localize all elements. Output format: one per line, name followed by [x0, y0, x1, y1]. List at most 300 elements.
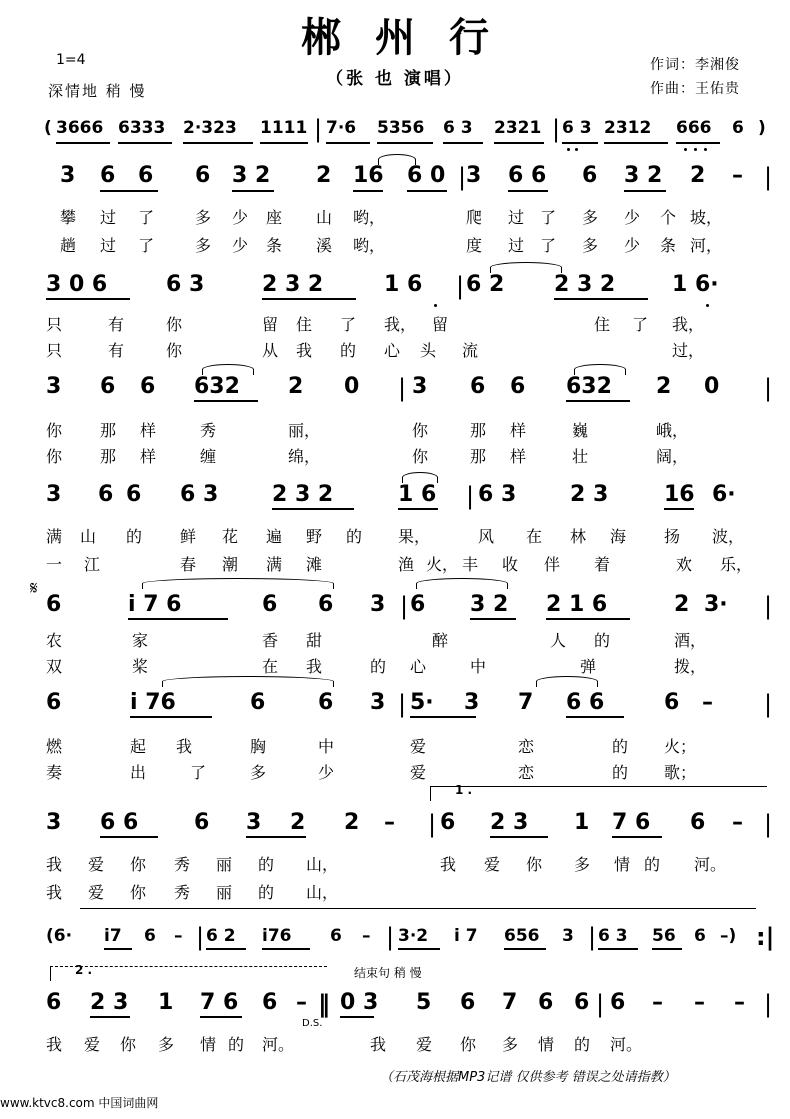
score-note: 16: [353, 163, 384, 188]
lyric-char: 河，: [690, 236, 723, 255]
score-note: 3666: [56, 118, 104, 138]
lyric-char: 的: [258, 883, 275, 902]
lyric-char: 条: [660, 236, 677, 255]
lyric-char: 样: [140, 421, 157, 440]
score-note: 6 6: [566, 690, 605, 715]
score-note: 6: [126, 482, 142, 507]
ending-note: 结束句 稍 慢: [354, 966, 422, 980]
second-ending-bracket: [50, 963, 327, 981]
lyric-char: 丽: [216, 855, 233, 874]
lyric-char: 攀: [60, 208, 77, 227]
lyric-char: 风: [478, 527, 495, 546]
lyric-char: 丽: [216, 883, 233, 902]
barline: |: [764, 374, 773, 402]
lyric-char: 过: [508, 208, 525, 227]
score-note: (: [44, 118, 52, 138]
score-note: 6: [46, 592, 62, 617]
lyric-char: 海: [610, 527, 627, 546]
score-note: 3: [370, 592, 386, 617]
score-note: –: [296, 990, 307, 1015]
barline: |: [428, 810, 437, 838]
site-credit: www.ktvc8.com 中国词曲网: [0, 1096, 159, 1110]
score-note: i76: [262, 926, 292, 946]
lyrics-row-2b: [0, 338, 790, 360]
lyrics-row-7a: [0, 852, 790, 874]
lyric-char: 乐，: [720, 555, 753, 574]
lyric-char: 农: [46, 631, 63, 650]
lyric-char: 了: [632, 315, 649, 334]
score-note: (6·: [46, 926, 73, 946]
lyric-char: 遍: [266, 527, 283, 546]
lyric-char: 欢: [676, 555, 693, 574]
lyric-char: 你: [120, 1035, 137, 1054]
score-note: 5356: [377, 118, 425, 138]
score-note: 1 6·: [672, 272, 719, 297]
lyric-char: 满: [266, 555, 283, 574]
barline: |: [400, 592, 409, 620]
lyric-char: 坡，: [690, 208, 723, 227]
score-note: 6: [262, 592, 278, 617]
score-note: –: [362, 926, 371, 946]
lyrics-row-3a: [0, 418, 790, 440]
second-ending-label: 2 .: [75, 963, 93, 977]
score-note: 6333: [118, 118, 166, 138]
lyric-char: 中: [318, 737, 335, 756]
lyric-char: 溪: [316, 236, 333, 255]
lyric-char: 多: [502, 1035, 519, 1054]
barline: |: [588, 923, 597, 951]
score-note: –: [734, 990, 745, 1015]
score-note: 6·: [712, 482, 736, 507]
lyric-char: 我: [46, 855, 63, 874]
lyric-char: 趟: [60, 236, 77, 255]
lyric-char: 的: [644, 855, 661, 874]
lyric-char: 渔: [398, 555, 415, 574]
score-note: 6: [610, 990, 626, 1015]
score-note: 6: [100, 163, 116, 188]
score-note: 6: [262, 990, 278, 1015]
lyric-char: 果，: [398, 527, 431, 546]
lyric-char: 了: [138, 208, 155, 227]
lyric-char: 爱: [84, 1035, 101, 1054]
lyrics-row-5b: [0, 654, 790, 676]
score-note: 6: [318, 592, 334, 617]
score-note: 7: [518, 690, 534, 715]
lyric-char: 过，: [672, 341, 705, 360]
lyrics-row-4a: [0, 524, 790, 546]
score-row-interlude: [0, 923, 790, 956]
barline: |: [596, 990, 605, 1018]
lyric-char: 歌；: [664, 763, 697, 782]
score-note: 3 2: [624, 163, 663, 188]
lyrics-row-7b: [0, 880, 790, 902]
score-note: –: [694, 990, 705, 1015]
lyric-char: 留: [432, 315, 449, 334]
score-note: 6: [732, 118, 744, 138]
lyric-char: 过: [100, 236, 117, 255]
score-note: 6 2: [466, 272, 505, 297]
score-note: 6 3: [478, 482, 517, 507]
score-note: 6 0: [407, 163, 446, 188]
lyrics-row-5a: [0, 628, 790, 650]
lyric-char: 秀: [200, 421, 217, 440]
score-note: 0 3: [340, 990, 379, 1015]
lyrics-row-9: [0, 1032, 790, 1054]
lyric-char: 波，: [712, 527, 745, 546]
score-note: 6: [470, 374, 486, 399]
lyric-char: 人: [550, 631, 567, 650]
score-note: –: [174, 926, 183, 946]
lyric-char: 从: [262, 341, 279, 360]
score-note: 6: [98, 482, 114, 507]
lyric-char: 着: [594, 555, 611, 574]
lyric-char: 个: [660, 208, 677, 227]
lyric-char: 的: [574, 1035, 591, 1054]
lyric-char: 山，: [306, 883, 339, 902]
tempo-marking: 深情地 稍 慢: [48, 82, 147, 100]
lyric-char: 过: [100, 208, 117, 227]
score-note: 632: [194, 374, 240, 399]
lyric-char: 的: [370, 657, 387, 676]
lyric-char: 弹: [580, 657, 597, 676]
lyric-char: 样: [510, 447, 527, 466]
score-note: 6: [694, 926, 706, 946]
lyric-char: 那: [100, 421, 117, 440]
lyric-char: 酒，: [674, 631, 707, 650]
score-note: i7: [104, 926, 122, 946]
score-note: 2312: [604, 118, 652, 138]
score-note: 6: [460, 990, 476, 1015]
lyric-char: 你: [46, 421, 63, 440]
lyric-char: 拨，: [674, 657, 707, 676]
score-note: 2: [656, 374, 672, 399]
score-note: 6: [538, 990, 554, 1015]
lyric-char: 桨: [132, 657, 149, 676]
lyric-char: 座: [266, 208, 283, 227]
segno-sign: 𝄋: [30, 578, 38, 599]
score-note: 6: [410, 592, 426, 617]
lyric-char: 河。: [262, 1035, 295, 1054]
score-note: 7 6: [612, 810, 651, 835]
lyric-char: 心: [384, 341, 401, 360]
lyric-char: 绵，: [288, 447, 321, 466]
score-note: 3 2: [470, 592, 509, 617]
lyric-char: 流: [462, 341, 479, 360]
score-note: 6: [582, 163, 598, 188]
score-note: 5·: [410, 690, 434, 715]
score-row-6: [0, 690, 790, 720]
score-note: 6: [144, 926, 156, 946]
lyric-char: 你: [166, 315, 183, 334]
barline: |: [764, 163, 773, 191]
lyric-char: 林: [570, 527, 587, 546]
lyric-char: 的: [346, 527, 363, 546]
first-ending-label: 1 .: [455, 783, 473, 797]
lyric-char: 你: [526, 855, 543, 874]
lyric-char: 恋: [518, 737, 535, 756]
lyricist-credit: 作词：李湘俊: [650, 57, 740, 73]
score-note: 0: [344, 374, 360, 399]
score-note: 3: [370, 690, 386, 715]
score-note: 6 6: [100, 810, 139, 835]
lyric-char: 哟，: [353, 236, 386, 255]
score-note: 6 6: [508, 163, 547, 188]
lyric-char: 燃: [46, 737, 63, 756]
lyric-char: 我: [440, 855, 457, 874]
score-note: 2 3 2: [272, 482, 334, 507]
score-note: 666: [676, 118, 712, 138]
lyric-char: 山: [316, 208, 333, 227]
lyric-char: 爬: [466, 208, 483, 227]
lyric-char: 我: [370, 1035, 387, 1054]
score-note: 6: [664, 690, 680, 715]
lyric-char: 样: [140, 447, 157, 466]
lyric-char: 我: [46, 883, 63, 902]
score-note: 3: [466, 163, 482, 188]
lyric-char: 火，: [426, 555, 459, 574]
lyric-char: 住: [594, 315, 611, 334]
score-note: –): [720, 926, 737, 946]
lyric-char: 多: [574, 855, 591, 874]
interlude-rule: [80, 908, 756, 909]
barline: |: [764, 990, 773, 1018]
score-note: 6 3: [443, 118, 473, 138]
lyric-char: 河。: [610, 1035, 643, 1054]
score-note: 3·: [704, 592, 728, 617]
score-note: i 76: [130, 690, 176, 715]
score-note: 2·323: [183, 118, 237, 138]
score-note: 2 3 2: [554, 272, 616, 297]
score-note: 6: [46, 690, 62, 715]
barline: |: [398, 690, 407, 718]
lyric-char: 我: [306, 657, 323, 676]
lyric-char: 度: [466, 236, 483, 255]
lyrics-row-6b: [0, 760, 790, 782]
lyric-char: 收: [502, 555, 519, 574]
lyric-char: 样: [510, 421, 527, 440]
lyric-char: 爱: [416, 1035, 433, 1054]
score-note: i 7 6: [128, 592, 182, 617]
lyric-char: 甜: [306, 631, 323, 650]
lyric-char: 巍: [572, 421, 589, 440]
score-note: 6: [194, 810, 210, 835]
composer-credit: 作曲：王佑贵: [650, 81, 740, 97]
lyric-char: 了: [190, 763, 207, 782]
score-note: 2 3: [90, 990, 129, 1015]
lyric-char: 香: [262, 631, 279, 650]
repeat-end-barline: :|: [756, 923, 775, 951]
score-note: 656: [504, 926, 540, 946]
score-note: 3: [46, 374, 62, 399]
song-title: 郴州行: [301, 14, 523, 61]
lyric-char: 多: [582, 236, 599, 255]
lyric-char: 江: [84, 555, 101, 574]
lyric-char: 扬: [664, 527, 681, 546]
barline: |: [466, 482, 475, 510]
score-note: 6: [690, 810, 706, 835]
lyrics-row-6a: [0, 734, 790, 756]
barline: |: [764, 810, 773, 838]
score-note: 6: [138, 163, 154, 188]
lyric-char: 满: [46, 527, 63, 546]
lyric-char: 多: [582, 208, 599, 227]
lyric-char: 鲜: [180, 527, 197, 546]
score-note: 6: [330, 926, 342, 946]
lyric-char: 留: [262, 315, 279, 334]
lyric-char: 多: [158, 1035, 175, 1054]
lyrics-row-1b: [0, 233, 790, 255]
barline: |: [764, 690, 773, 718]
lyric-char: 火；: [664, 737, 697, 756]
lyric-char: 那: [100, 447, 117, 466]
lyric-char: 头: [420, 341, 437, 360]
score-note: 6 3: [180, 482, 219, 507]
barline: |: [386, 923, 395, 951]
lyric-char: 少: [624, 208, 641, 227]
lyric-char: 春: [180, 555, 197, 574]
lyric-char: 家: [132, 631, 149, 650]
lyric-char: 双: [46, 657, 63, 676]
lyric-char: 在: [262, 657, 279, 676]
score-note: 6 3: [166, 272, 205, 297]
lyric-char: 那: [470, 447, 487, 466]
lyric-char: 秀: [174, 883, 191, 902]
barline: |: [398, 374, 407, 402]
score-note: 2: [344, 810, 360, 835]
lyric-char: 爱: [410, 763, 427, 782]
lyric-char: 一: [46, 555, 63, 574]
score-note: 3: [60, 163, 76, 188]
lyric-char: 缠: [200, 447, 217, 466]
lyric-char: 少: [232, 236, 249, 255]
lyric-char: 河。: [694, 855, 727, 874]
lyric-char: 你: [412, 447, 429, 466]
lyric-char: 多: [250, 763, 267, 782]
lyric-char: 了: [138, 236, 155, 255]
score-note: 6: [100, 374, 116, 399]
score-note: 1: [574, 810, 590, 835]
lyric-char: 的: [228, 1035, 245, 1054]
lyrics-row-1a: [0, 205, 790, 227]
barline: |: [458, 163, 467, 191]
lyric-char: 情: [200, 1035, 217, 1054]
barline: |: [196, 923, 205, 951]
score-note: 3: [246, 810, 262, 835]
score-note: 3 2: [232, 163, 271, 188]
lyric-char: 条: [266, 236, 283, 255]
double-barline: ‖: [318, 990, 330, 1018]
score-note: i 7: [454, 926, 478, 946]
score-note: 6: [250, 690, 266, 715]
lyrics-row-3b: [0, 444, 790, 466]
score-note: 5: [416, 990, 432, 1015]
lyric-char: 你: [130, 883, 147, 902]
lyric-char: 峨，: [656, 421, 689, 440]
lyric-char: 潮: [222, 555, 239, 574]
score-note: 3: [46, 482, 62, 507]
score-note: 6: [46, 990, 62, 1015]
score-note: ): [758, 118, 766, 138]
score-note: 6: [140, 374, 156, 399]
score-note: 2 1 6: [546, 592, 608, 617]
score-note: 1 6: [398, 482, 437, 507]
lyric-char: 我: [46, 1035, 63, 1054]
lyric-char: 的: [594, 631, 611, 650]
lyric-char: 少: [232, 208, 249, 227]
score-note: –: [384, 810, 395, 835]
score-note: 6: [510, 374, 526, 399]
lyric-char: 爱: [88, 883, 105, 902]
lyric-char: 情: [538, 1035, 555, 1054]
score-note: 7·6: [326, 118, 357, 138]
score-note: –: [732, 810, 743, 835]
lyric-char: 我，: [672, 315, 705, 334]
barline: |: [456, 272, 465, 300]
score-row-3: [0, 374, 790, 404]
lyric-char: 爱: [88, 855, 105, 874]
lyric-char: 的: [126, 527, 143, 546]
score-note: 16: [664, 482, 695, 507]
lyric-char: 阔，: [656, 447, 689, 466]
lyric-char: 你: [166, 341, 183, 360]
barline: |: [764, 592, 773, 620]
lyric-char: 我，: [384, 315, 417, 334]
score-note: 1111: [260, 118, 308, 138]
ds-marking: D.S.: [302, 1018, 323, 1029]
score-note: 7: [502, 990, 518, 1015]
score-note: 3 0 6: [46, 272, 108, 297]
lyric-char: 只: [46, 315, 63, 334]
score-note: –: [732, 163, 743, 188]
score-note: 6: [195, 163, 211, 188]
lyric-char: 的: [612, 737, 629, 756]
singer-credit: （张 也 演唱）: [326, 69, 464, 89]
score-note: 6 3: [562, 118, 592, 138]
lyric-char: 丰: [462, 555, 479, 574]
score-row-1: [0, 163, 790, 193]
lyric-char: 你: [130, 855, 147, 874]
lyric-char: 了: [340, 315, 357, 334]
score-note: 2 3: [490, 810, 529, 835]
lyric-char: 的: [258, 855, 275, 874]
lyric-char: 心: [410, 657, 427, 676]
lyric-char: 有: [108, 315, 125, 334]
score-note: 7 6: [200, 990, 239, 1015]
score-note: 3: [464, 690, 480, 715]
lyric-char: 秀: [174, 855, 191, 874]
lyric-char: 我: [176, 737, 193, 756]
lyric-char: 多: [195, 236, 212, 255]
lyric-char: 山: [80, 527, 97, 546]
score-note: 2: [290, 810, 306, 835]
lyric-char: 壮: [572, 447, 589, 466]
lyric-char: 醉: [432, 631, 449, 650]
lyrics-row-4b: [0, 552, 790, 574]
lyric-char: 那: [470, 421, 487, 440]
transcription-note: （石茂海根据MP3记谱 仅供参考 错误之处请指教）: [380, 1070, 676, 1085]
lyric-char: 野: [306, 527, 323, 546]
score-note: 2 3: [570, 482, 609, 507]
lyric-char: 你: [460, 1035, 477, 1054]
score-note: 56: [652, 926, 676, 946]
lyrics-row-2a: [0, 312, 790, 334]
lyric-char: 中: [470, 657, 487, 676]
lyric-char: 爱: [410, 737, 427, 756]
score-note: 3: [412, 374, 428, 399]
lyric-char: 奏: [46, 763, 63, 782]
lyric-char: 情: [614, 855, 631, 874]
lyric-char: 花: [222, 527, 239, 546]
